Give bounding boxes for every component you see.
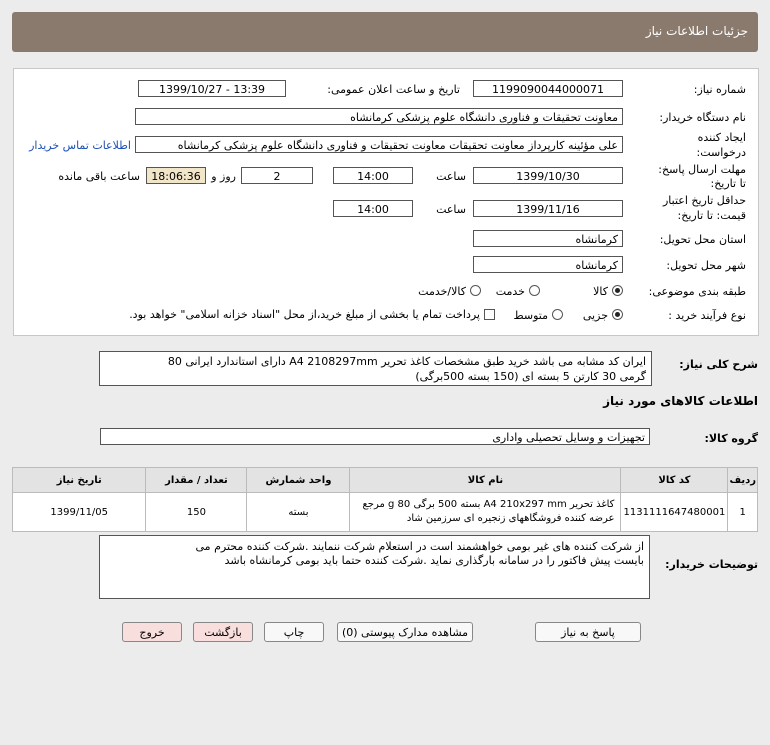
description-line2: گرمی 30 کارتن 5 بسته ای (150 بسته 500برگی) xyxy=(415,370,646,383)
col-unit: واحد شمارش xyxy=(247,468,350,493)
row-number: 1 xyxy=(728,493,758,532)
need-number-label: شماره نیاز: xyxy=(693,83,746,96)
col-qty: تعداد / مقدار xyxy=(146,468,247,493)
attachments-button[interactable]: مشاهده مدارک پیوستی (0) xyxy=(337,622,473,642)
validity-time-field: 14:00 xyxy=(333,200,413,217)
validity-date-field: 1399/11/16 xyxy=(473,200,623,217)
category-service-label: خدمت xyxy=(495,285,525,298)
process-type-label: نوع فرآیند خرید : xyxy=(668,309,746,322)
buyer-contact-link[interactable]: اطلاعات تماس خریدار xyxy=(29,139,131,152)
description-line1: ایران کد مشابه می باشد خرید طبق مشخصات کاغذ تحریر A4 2108297mm دارای استاندارد ایرانی 80 xyxy=(167,355,646,368)
category-service-radio[interactable] xyxy=(529,285,540,296)
days-label: روز و xyxy=(211,170,236,183)
buyer-notes-line1: از شرکت کننده های غیر بومی خواهشمند است در استعلام شرکت ننمایند .شرکت کننده محترم می xyxy=(195,540,644,553)
remaining-time-label: ساعت باقی مانده xyxy=(58,170,140,183)
buyer-org-label: نام دستگاه خریدار: xyxy=(659,111,746,124)
city-label: شهر محل تحویل: xyxy=(666,259,746,272)
process-minor-radio[interactable] xyxy=(612,309,623,320)
treasury-checkbox[interactable] xyxy=(484,309,495,320)
province-label: استان محل تحویل: xyxy=(659,233,746,246)
page-title: جزئیات اطلاعات نیاز xyxy=(645,24,748,38)
goods-group-label: گروه کالا: xyxy=(704,432,758,445)
creator-label-line1: ایجاد کننده xyxy=(697,131,746,144)
goods-group-field: تجهیزات و وسایل تحصیلی واداری xyxy=(100,428,650,445)
creator-field: علی مؤئینه کارپرداز معاونت تحقیقات معاونت تحقیقات و فناوری دانشگاه علوم پزشکی کرمانشاه xyxy=(135,136,623,153)
deadline-date-field: 1399/10/30 xyxy=(473,167,623,184)
col-name: نام کالا xyxy=(350,468,621,493)
print-button[interactable]: چاپ xyxy=(264,622,324,642)
buyer-org-field: معاونت تحقیقات و فناوری دانشگاه علوم پزشکی کرمانشاه xyxy=(135,108,623,125)
process-minor-label: جزیی xyxy=(582,309,608,322)
remaining-days-field: 2 xyxy=(241,167,313,184)
row-code: 1131111647480001 xyxy=(621,493,728,532)
announce-date-field: 1399/10/27 - 13:39 xyxy=(138,80,286,97)
category-label: طبقه بندی موضوعی: xyxy=(648,285,746,298)
col-date: تاریخ نیاز xyxy=(13,468,146,493)
buyer-notes-box xyxy=(99,535,650,599)
category-goods-label: کالا xyxy=(593,285,608,298)
process-medium-label: متوسط xyxy=(513,309,548,322)
treasury-note: پرداخت تمام یا بخشی از مبلغ خرید،از محل "اسناد خزانه اسلامی" خواهد بود. xyxy=(129,308,480,321)
row-name xyxy=(350,493,621,532)
city-field: کرمانشاه xyxy=(473,256,623,273)
need-number-field: 1199090044000071 xyxy=(473,80,623,97)
row-unit: بسته xyxy=(247,493,350,532)
page-header xyxy=(12,12,758,52)
description-label: شرح کلی نیاز: xyxy=(679,358,758,371)
deadline-time-field: 14:00 xyxy=(333,167,413,184)
col-code: کد کالا xyxy=(621,468,728,493)
row-name-line2: عرضه کننده فروشگاههای زنجیره ای سرزمین شاد xyxy=(406,513,615,524)
row-name-line1: کاغذ تحریر A4 210x297 mm بسته 500 برگی 80 g مرجع xyxy=(362,499,615,510)
category-goods-service-label: کالا/خدمت xyxy=(418,285,466,298)
table-row[interactable] xyxy=(13,493,758,532)
remaining-time-field: 18:06:36 xyxy=(146,167,206,184)
deadline-label-line1: مهلت ارسال پاسخ: xyxy=(658,163,746,176)
process-medium-radio[interactable] xyxy=(552,309,563,320)
goods-section-title: اطلاعات کالاهای مورد نیاز xyxy=(603,394,758,408)
row-date: 1399/11/05 xyxy=(13,493,146,532)
row-qty: 150 xyxy=(146,493,247,532)
deadline-label-line2: تا تاریخ: xyxy=(710,177,746,190)
need-details-panel xyxy=(13,68,759,336)
validity-label-line1: حداقل تاریخ اعتبار xyxy=(662,194,746,207)
goods-table-header xyxy=(13,468,758,493)
back-button[interactable]: بازگشت xyxy=(193,622,253,642)
deadline-time-label: ساعت xyxy=(436,170,466,183)
goods-table xyxy=(12,467,758,532)
validity-label-line2: قیمت: تا تاریخ: xyxy=(677,209,746,222)
province-field: کرمانشاه xyxy=(473,230,623,247)
category-goods-radio[interactable] xyxy=(612,285,623,296)
announce-date-label: تاریخ و ساعت اعلان عمومی: xyxy=(327,83,460,96)
buyer-notes-label: توضیحات خریدار: xyxy=(665,558,758,571)
creator-label-line2: درخواست: xyxy=(696,146,746,159)
col-row: ردیف xyxy=(728,468,758,493)
buyer-notes-line2: بایست پیش فاکتور را در سامانه بارگذاری نماید .شرکت کننده حتما باید بومی کرمانشاه باشد xyxy=(224,554,644,567)
reply-button[interactable]: پاسخ به نیاز xyxy=(535,622,641,642)
validity-time-label: ساعت xyxy=(436,203,466,216)
category-goods-service-radio[interactable] xyxy=(470,285,481,296)
description-box xyxy=(99,351,652,386)
exit-button[interactable]: خروج xyxy=(122,622,182,642)
